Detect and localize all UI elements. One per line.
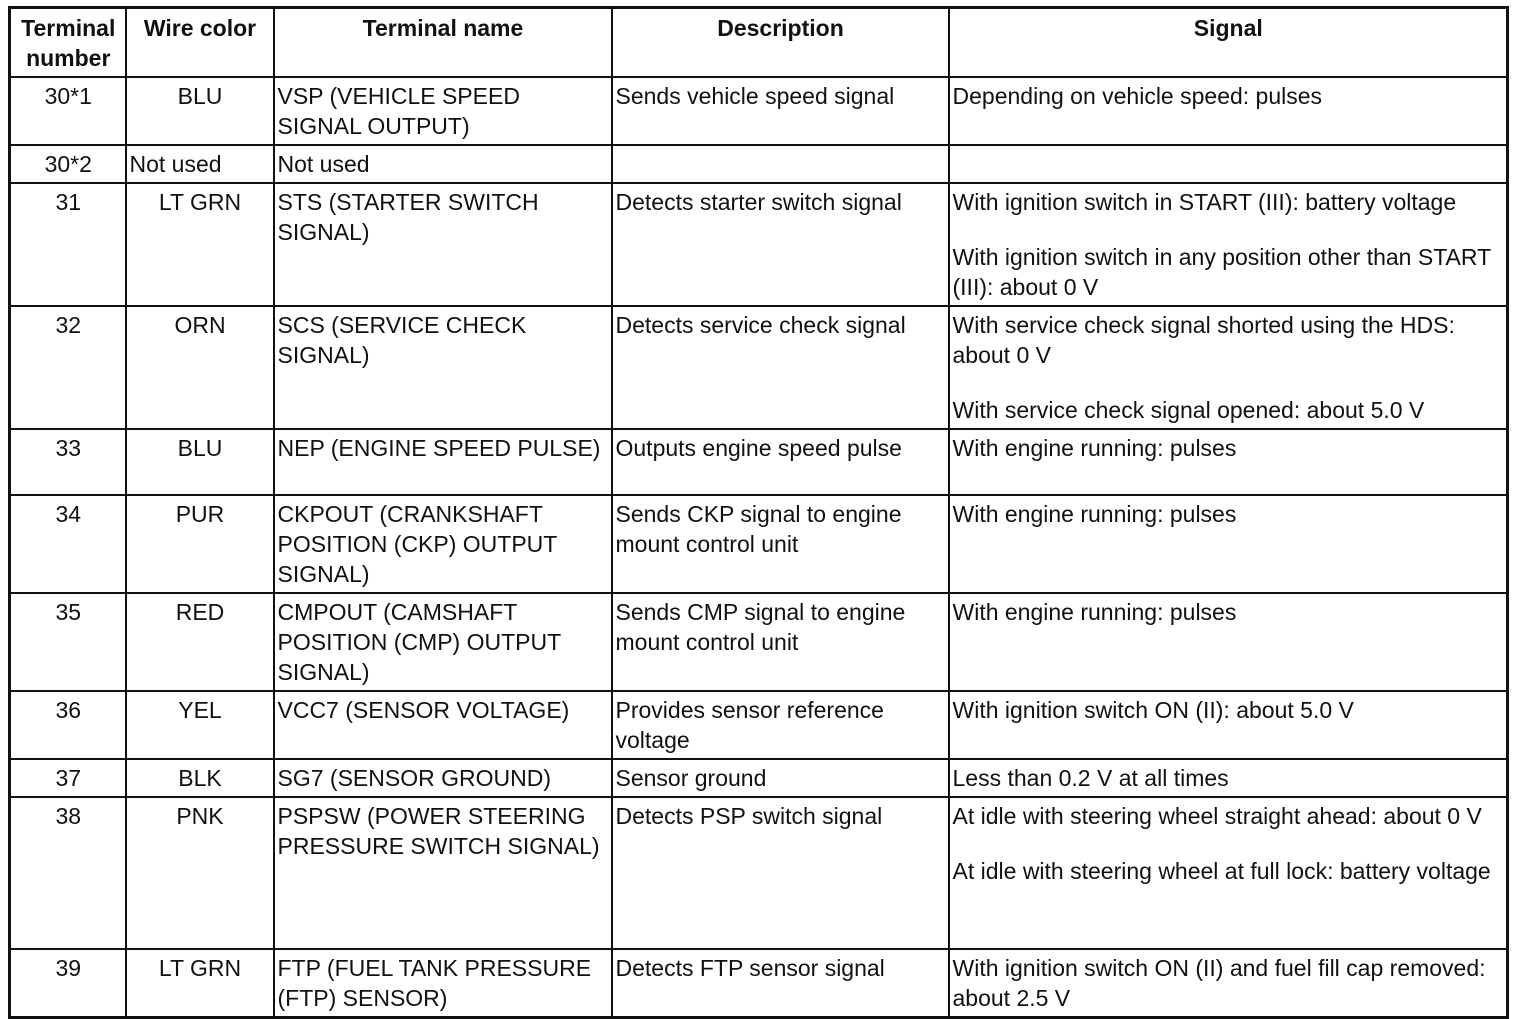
cell-signal	[949, 145, 1508, 183]
cell-terminal-name: VSP (VEHICLE SPEED SIGNAL OUTPUT)	[274, 77, 612, 145]
cell-terminal-number: 34	[10, 495, 126, 593]
header-description: Description	[612, 8, 949, 78]
header-terminal-name: Terminal name	[274, 8, 612, 78]
signal-line: With ignition switch ON (II) and fuel fill cap removed: about 2.5 V	[952, 955, 1486, 1011]
cell-terminal-number: 38	[10, 797, 126, 949]
signal-line: Depending on vehicle speed: pulses	[952, 83, 1323, 109]
cell-wire-color: PNK	[126, 797, 274, 949]
cell-description: Detects starter switch signal	[612, 183, 949, 306]
cell-signal	[949, 495, 1508, 593]
table-row	[10, 429, 1508, 495]
table-row	[10, 77, 1508, 145]
terminal-table	[8, 6, 1509, 1019]
table-row	[10, 759, 1508, 797]
cell-signal	[949, 77, 1508, 145]
table-row	[10, 495, 1508, 593]
table-row	[10, 797, 1508, 949]
table-row	[10, 949, 1508, 1018]
cell-terminal-name: NEP (ENGINE SPEED PULSE)	[274, 429, 612, 495]
cell-wire-color: YEL	[126, 691, 274, 759]
cell-terminal-number: 30*2	[10, 145, 126, 183]
cell-terminal-name: SG7 (SENSOR GROUND)	[274, 759, 612, 797]
table-row	[10, 183, 1508, 306]
cell-description: Provides sensor reference voltage	[612, 691, 949, 759]
cell-wire-color: BLK	[126, 759, 274, 797]
cell-terminal-number: 36	[10, 691, 126, 759]
signal-line: With engine running: pulses	[952, 435, 1237, 461]
table-row	[10, 145, 1508, 183]
cell-terminal-name: CMPOUT (CAMSHAFT POSITION (CMP) OUTPUT SIGNAL)	[274, 593, 612, 691]
cell-terminal-name: SCS (SERVICE CHECK SIGNAL)	[274, 306, 612, 429]
signal-line: With ignition switch in any position other than START (III): about 0 V	[952, 244, 1491, 300]
header-terminal-number: Terminal number	[10, 8, 126, 78]
table-row	[10, 306, 1508, 429]
cell-description: Detects FTP sensor signal	[612, 949, 949, 1018]
cell-terminal-number: 37	[10, 759, 126, 797]
cell-description: Detects PSP switch signal	[612, 797, 949, 949]
signal-line: With ignition switch in START (III): battery voltage	[952, 189, 1457, 215]
cell-signal	[949, 949, 1508, 1018]
cell-signal	[949, 797, 1508, 949]
cell-description: Detects service check signal	[612, 306, 949, 429]
table-header-row	[10, 8, 1508, 78]
signal-line: With service check signal shorted using the HDS: about 0 V	[952, 312, 1455, 368]
cell-description: Sensor ground	[612, 759, 949, 797]
cell-wire-color: BLU	[126, 77, 274, 145]
cell-terminal-number: 33	[10, 429, 126, 495]
signal-line: At idle with steering wheel at full lock: battery voltage	[952, 858, 1491, 884]
cell-description: Sends CMP signal to engine mount control unit	[612, 593, 949, 691]
cell-terminal-name: STS (STARTER SWITCH SIGNAL)	[274, 183, 612, 306]
signal-line: At idle with steering wheel straight ahead: about 0 V	[952, 803, 1482, 829]
cell-wire-color: BLU	[126, 429, 274, 495]
cell-signal	[949, 306, 1508, 429]
header-wire-color: Wire color	[126, 8, 274, 78]
terminal-table-page	[8, 6, 1506, 1011]
cell-terminal-number: 39	[10, 949, 126, 1018]
cell-terminal-number: 32	[10, 306, 126, 429]
cell-description: Sends vehicle speed signal	[612, 77, 949, 145]
cell-description: Outputs engine speed pulse	[612, 429, 949, 495]
cell-signal	[949, 759, 1508, 797]
cell-signal	[949, 691, 1508, 759]
signal-line: With engine running: pulses	[952, 501, 1237, 527]
cell-signal	[949, 593, 1508, 691]
cell-wire-color: LT GRN	[126, 183, 274, 306]
signal-line: With ignition switch ON (II): about 5.0 V	[952, 697, 1354, 723]
table-row	[10, 691, 1508, 759]
signal-line: Less than 0.2 V at all times	[952, 765, 1229, 791]
signal-line: With engine running: pulses	[952, 599, 1237, 625]
cell-wire-color: ORN	[126, 306, 274, 429]
signal-line: With service check signal opened: about 5.0 V	[952, 397, 1425, 423]
cell-terminal-number: 35	[10, 593, 126, 691]
cell-signal	[949, 429, 1508, 495]
cell-terminal-name: Not used	[274, 145, 612, 183]
cell-terminal-name: VCC7 (SENSOR VOLTAGE)	[274, 691, 612, 759]
cell-terminal-name: CKPOUT (CRANKSHAFT POSITION (CKP) OUTPUT SIGNAL)	[274, 495, 612, 593]
table-body	[10, 77, 1508, 1018]
cell-description: Sends CKP signal to engine mount control unit	[612, 495, 949, 593]
cell-terminal-name: PSPSW (POWER STEERING PRESSURE SWITCH SIGNAL)	[274, 797, 612, 949]
header-signal: Signal	[949, 8, 1508, 78]
cell-wire-color: Not used	[126, 145, 274, 183]
cell-wire-color: PUR	[126, 495, 274, 593]
cell-wire-color: LT GRN	[126, 949, 274, 1018]
cell-signal	[949, 183, 1508, 306]
cell-description	[612, 145, 949, 183]
cell-wire-color: RED	[126, 593, 274, 691]
cell-terminal-number: 30*1	[10, 77, 126, 145]
cell-terminal-name: FTP (FUEL TANK PRESSURE (FTP) SENSOR)	[274, 949, 612, 1018]
table-row	[10, 593, 1508, 691]
cell-terminal-number: 31	[10, 183, 126, 306]
